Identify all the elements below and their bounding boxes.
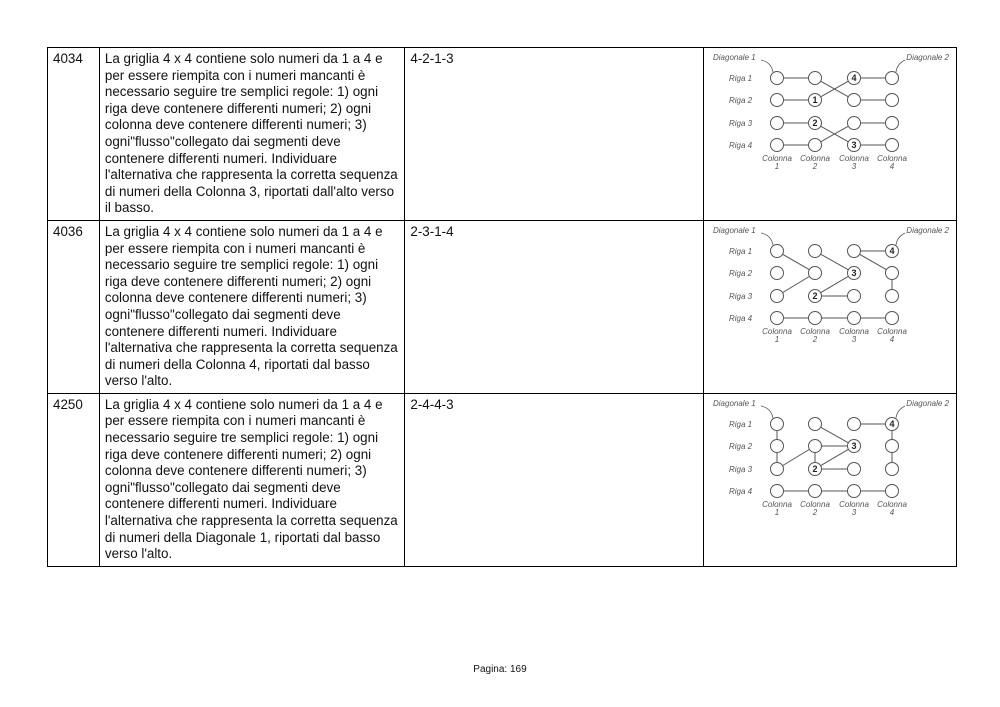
column-number-label: 2 [812,507,818,517]
cell-number: 4 [889,246,895,257]
question-text: La griglia 4 x 4 contiene solo numeri da 1 a 4 e per essere riempita con i numeri mancanti è necessario seguire tre semplici regole: 1) ogni riga deve contenere differenti numeri; 2) ogni colonna deve contenere differenti numeri; 3) ogni"flusso"collegato dai segmenti deve contenere differenti numeri. Individuare l'alternativa che rappresenta la corretta sequenza di numeri della Diagonale 1, riportati dal basso verso l'alto. [104,396,398,562]
grid-cell [847,484,860,497]
grid-cell [847,462,860,475]
grid-cell [885,484,898,497]
diagonal-1-label: Diagonale 1 [712,398,756,408]
row-label: Riga 1 [728,246,753,256]
row-label: Riga 3 [728,119,753,128]
grid-cell [885,94,898,107]
diagonal-1-arrow [761,60,773,72]
flow-segment [821,449,849,465]
row-label: Riga 1 [728,74,753,83]
grid-cell [770,244,783,257]
page-number: Pagina: 169 [473,664,527,675]
cell-number: 4 [851,73,857,84]
grid-figure [709,397,951,521]
cell-number: 1 [812,95,818,106]
column-label: Colonna [762,499,792,509]
grid-cell [770,266,783,279]
grid-cell [847,117,860,130]
grid-cell [808,484,821,497]
grid-cell [808,311,821,324]
column-number-label: 1 [774,162,780,171]
column-label: Colonna [800,154,830,163]
grid-cell [770,462,783,475]
row-label: Riga 2 [728,441,753,451]
grid-cell [770,311,783,324]
flow-segment [783,254,810,269]
grid-cell [885,139,898,152]
question-row [48,48,957,221]
grid-cell [808,439,821,452]
grid-cell [808,244,821,257]
diagonal-2-label: Diagonale 2 [906,53,949,62]
row-label: Riga 2 [728,268,753,278]
cell-number: 2 [812,464,818,475]
column-number-label: 3 [851,507,857,517]
cell-number: 3 [851,268,857,279]
grid-cell [847,417,860,430]
row-label: Riga 4 [728,313,753,323]
grid-cell [847,311,860,324]
column-label: Colonna [839,326,869,336]
row-label: Riga 2 [728,96,753,105]
row-label: Riga 4 [728,486,753,496]
grid-figure [709,51,951,175]
answer-text: 2-3-1-4 [405,220,704,393]
flow-segment [860,254,887,269]
grid-cell [847,244,860,257]
diagonal-2-arrow [896,60,905,72]
cell-number: 2 [812,291,818,302]
question-row [48,393,957,566]
column-number-label: 2 [812,334,818,344]
cell-number: 2 [812,118,818,129]
column-number-label: 1 [774,507,780,517]
grid-cell [770,439,783,452]
row-label: Riga 1 [728,419,753,429]
diagonal-2-label: Diagonale 2 [906,225,949,235]
column-label: Colonna [800,499,830,509]
column-number-label: 1 [774,334,780,344]
grid-cell [770,417,783,430]
row-label: Riga 3 [728,464,753,474]
column-number-label: 3 [851,334,857,344]
grid-cell [885,117,898,130]
question-id: 4250 [48,393,100,566]
row-label: Riga 4 [728,141,753,150]
flow-segments [783,78,885,145]
grid-cell [808,266,821,279]
diagonal-2-label: Diagonale 2 [906,398,949,408]
question-id: 4036 [48,220,100,393]
column-label: Colonna [762,154,792,163]
diagonal-1-label: Diagonale 1 [712,53,756,62]
grid-cell [770,484,783,497]
column-label: Colonna [800,326,830,336]
flow-segment [783,449,810,465]
flow-segment [783,276,810,292]
grid-cell [885,72,898,85]
grid-cell [808,417,821,430]
column-number-label: 4 [889,507,895,517]
diagonal-2-arrow [896,233,905,245]
cell-number: 3 [851,441,857,452]
flow-segment [821,254,849,270]
diagonal-1-label: Diagonale 1 [712,225,756,235]
flow-segments [783,251,892,318]
cell-number: 3 [851,140,857,151]
grid-cell [885,311,898,324]
flow-segment [821,427,849,443]
column-number-label: 3 [851,162,857,171]
flow-segments [777,424,892,491]
column-label: Colonna [839,154,869,163]
answer-text: 2-4-4-3 [405,393,704,566]
grid-cell [808,139,821,152]
row-label: Riga 3 [728,291,753,301]
column-number-label: 2 [812,162,818,171]
diagonal-2-arrow [896,406,905,418]
column-number-label: 4 [889,162,895,171]
grid-cell [847,289,860,302]
column-label: Colonna [877,326,907,336]
grid-cell [847,94,860,107]
grid-cell [770,117,783,130]
column-number-label: 4 [889,334,895,344]
question-text: La griglia 4 x 4 contiene solo numeri da 1 a 4 e per essere riempita con i numeri mancanti è necessario seguire tre semplici regole: 1) ogni riga deve contenere differenti numeri; 2) ogni colonna deve contenere differenti numeri; 3) ogni"flusso"collegato dai segmenti deve contenere differenti numeri. Individuare l'alternativa che rappresenta la corretta sequenza di numeri della Colonna 4, riportati dal basso verso l'alto. [104,223,398,389]
grid-cell [770,72,783,85]
column-label: Colonna [877,154,907,163]
flow-segment [821,276,849,292]
question-text: La griglia 4 x 4 contiene solo numeri da 1 a 4 e per essere riempita con i numeri mancanti è necessario seguire tre semplici regole: 1) ogni riga deve contenere differenti numeri; 2) ogni colonna deve contenere differenti numeri; 3) ogni"flusso"collegato dai segmenti deve contenere differenti numeri. Individuare l'alternativa che rappresenta la corretta sequenza di numeri della Colonna 3, riportati dall'alto verso il basso. [104,51,398,216]
grid-cell [885,462,898,475]
grid-cell [885,289,898,302]
diagonal-1-arrow [761,406,773,418]
cell-number: 4 [889,419,895,430]
grid-cell [885,266,898,279]
column-label: Colonna [762,326,792,336]
diagonal-1-arrow [761,233,773,245]
question-row [48,220,957,393]
questions-table [47,47,957,567]
grid-cell [808,72,821,85]
question-id: 4034 [48,48,100,221]
grid-figure [709,224,951,348]
grid-cell [770,94,783,107]
column-label: Colonna [839,499,869,509]
answer-text: 4-2-1-3 [405,48,704,221]
grid-cell [885,439,898,452]
column-label: Colonna [877,499,907,509]
grid-cell [770,139,783,152]
grid-cell [770,289,783,302]
